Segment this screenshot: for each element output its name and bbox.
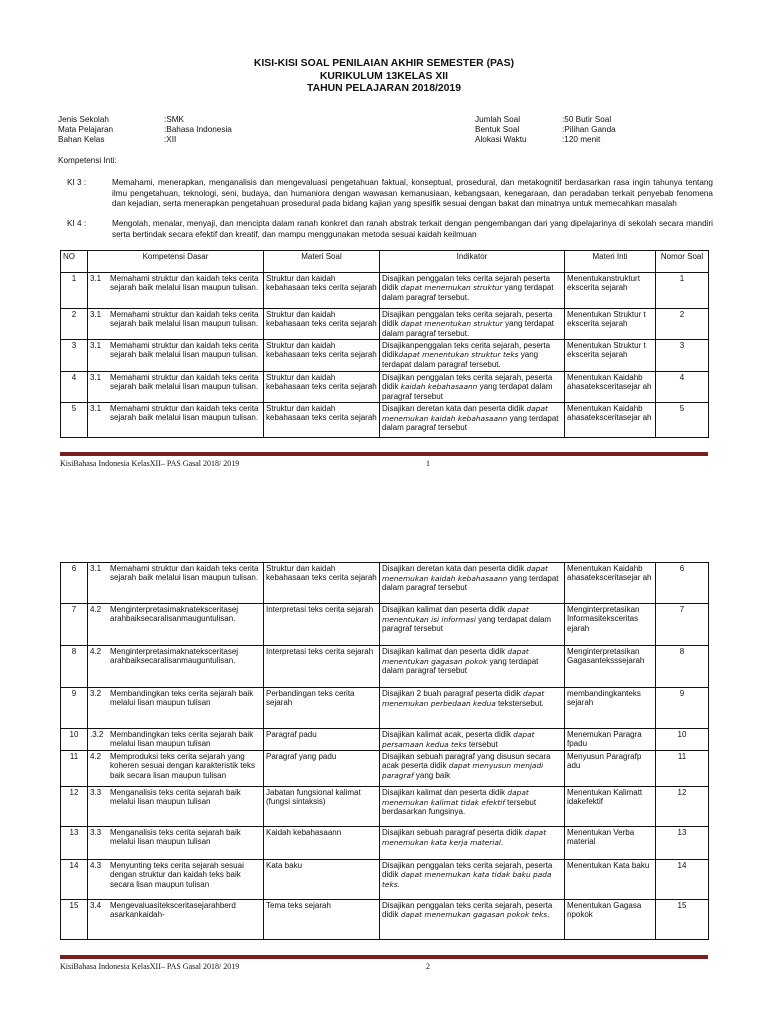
table-row — [61, 273, 709, 309]
cell-nomor-soal: 3 — [656, 340, 709, 372]
cell-kompetensi-dasar — [88, 403, 264, 438]
header-nomor-soal: Nomor Soal — [656, 251, 709, 273]
cell-materi-soal: Kata baku — [264, 860, 380, 900]
page-footer — [60, 962, 708, 971]
cell-nomor-soal: 5 — [656, 403, 709, 438]
kd-number: 3.1 — [90, 564, 102, 573]
info-value: :120 menit — [562, 134, 601, 144]
kd-text: Membandingkan teks cerita sejarah baik melalui lisan maupun tulisan — [110, 730, 254, 749]
title-line-3: TAHUN PELAJARAN 2018/2019 — [307, 83, 461, 95]
table-row — [61, 688, 709, 729]
kd-number: 3.2 — [90, 689, 102, 698]
cell-materi-inti: Menentukanstrukturt ekscerita sejarah — [565, 273, 656, 309]
ki-text: Memahami, menerapkan, menganalisis dan mengevaluasi pengetahuan faktual, konseptual, prosedural, dan metakognitif berdasarkan rasa ingin tahunya tentang ilmu pengetahuan, teknologi, seni, budaya, dan humaniora dengan wawasan kemanusiaan, kebangsaan, kenegaraan, dan peradaban terkait penyebab fenomena dan kejadian, serta menerapkan pengetahuan prosedural pada bidang kajian yang spesifik sesuai dengan bakat dan minatnya untuk memecahkan masalah — [112, 178, 713, 208]
ki-4 — [67, 219, 713, 240]
cell-materi-soal: Jabatan fungsional kalimat (fungsi sintaksis) — [264, 787, 380, 827]
kd-text: Mengevaluasiteksceritasejarahberd asarkankaidah- — [110, 901, 236, 920]
cell-nomor-soal: 1 — [656, 273, 709, 309]
table-row — [61, 787, 709, 827]
cell-kompetensi-dasar — [88, 900, 264, 940]
cell-nomor-soal: 14 — [656, 860, 709, 900]
cell-indikator: Disajikanpenggalan teks cerita sejarah, peserta didikdapat menentukan struktur teks yang terdapat dalam paragraf tersebut. — [380, 340, 565, 372]
table-row — [61, 604, 709, 646]
kd-number: 3.1 — [90, 310, 102, 319]
info-value: :50 Butir Soal — [562, 115, 612, 124]
cell-indikator: Disajikan kalimat dan peserta didik dapat menentukan gagasan pokok yang terdapat dalam paragraf tersebut — [380, 646, 565, 688]
cell-no: 4 — [61, 372, 88, 403]
cell-indikator: Disajikan sebuah paragraf yang disusun secara acak peserta didik dapat menyusun menjadi paragraf yang baik — [380, 751, 565, 787]
cell-kompetensi-dasar — [88, 309, 264, 340]
cell-materi-soal: Interpretasi teks cerita sejarah — [264, 604, 380, 646]
cell-nomor-soal: 7 — [656, 604, 709, 646]
kd-number: 3.1 — [90, 373, 102, 383]
table-row — [61, 563, 709, 604]
ki-3 — [67, 178, 713, 210]
cell-materi-inti: Menentukan Kaidahb ahasateksceritasejar ah — [565, 372, 656, 403]
cell-indikator: Disajikan sebuah paragraf peserta didik dapat menemukan kata kerja material. — [380, 827, 565, 860]
info-value: :Pilihan Ganda — [562, 124, 616, 134]
cell-nomor-soal: 10 — [656, 729, 709, 751]
cell-indikator: Disajikan penggalan teks cerita sejarah, peserta didik dapat menemukan gagasan pokok teks. — [380, 900, 565, 940]
cell-materi-soal: Paragraf yang padu — [264, 751, 380, 787]
document-title — [0, 58, 768, 96]
kd-number: 4.3 — [90, 861, 102, 871]
kd-number: 3.3 — [90, 828, 102, 838]
cell-materi-soal: Struktur dan kaidah kebahasaan teks cerita sejarah — [264, 309, 380, 340]
cell-kompetensi-dasar — [88, 787, 264, 827]
cell-kompetensi-dasar — [88, 340, 264, 372]
info-label: Bahan Kelas — [58, 134, 105, 144]
cell-kompetensi-dasar — [88, 273, 264, 309]
cell-no: 13 — [61, 827, 88, 860]
info-value: :Bahasa Indonesia — [164, 124, 232, 134]
exam-info — [475, 115, 616, 145]
ki-code: KI 3 : — [67, 178, 87, 187]
cell-materi-inti: Menentukan Verba material — [565, 827, 656, 860]
kd-text: Menginterpretasimaknateksceritasej arahbaiksecaralisanmauguntulisan. — [110, 647, 239, 666]
kd-text: Menganalisis teks cerita sejarah baik melalui lisan maupun tulisan — [110, 788, 241, 807]
info-label: Jumlah Soal — [475, 115, 521, 124]
cell-materi-soal: Struktur dan kaidah kebahasaan teks cerita sejarah — [264, 372, 380, 403]
footer-text: KisiBahasa Indonesia KelasXII– PAS Gasal 2018/ 2019 — [60, 459, 240, 468]
table-row — [61, 827, 709, 860]
cell-materi-inti: Menentukan Kalimatt idakefektif — [565, 787, 656, 827]
cell-kompetensi-dasar — [88, 827, 264, 860]
cell-no: 12 — [61, 787, 88, 827]
cell-nomor-soal: 8 — [656, 646, 709, 688]
ki-code: KI 4 : — [67, 219, 87, 228]
kd-text: Memproduksi teks cerita sejarah yang koheren sesuai dengan karakteristik teks baik secara lisan maupun tulisan — [110, 752, 255, 780]
cell-indikator: Disajikan deretan kata dan peserta didik dapat menemukan kaidah kebahasaann yang terdapat dalam paragraf tersebut — [380, 403, 565, 438]
kd-text: Memahami struktur dan kaidah teks cerita sejarah baik melalui lisan maupun tulisan. — [110, 404, 259, 423]
table-row — [61, 309, 709, 340]
table-row — [61, 860, 709, 900]
cell-materi-inti: Menginterpretasikan Gagasanteksssejarah — [565, 646, 656, 688]
kd-text: Memahami struktur dan kaidah teks cerita sejarah baik melalui lisan maupun tulisan. — [110, 310, 259, 329]
cell-nomor-soal: 9 — [656, 688, 709, 729]
kisi-table-page-1 — [60, 250, 709, 438]
table-row — [61, 900, 709, 940]
info-label: Bentuk Soal — [475, 124, 520, 134]
kd-number: 3.1 — [90, 274, 102, 283]
kd-text: Menginterpretasimaknateksceritasej arahbaiksecaralisanmauguntulisan. — [110, 605, 239, 624]
table-row — [61, 646, 709, 688]
cell-materi-inti: Menentukan Kata baku — [565, 860, 656, 900]
cell-nomor-soal: 11 — [656, 751, 709, 787]
kd-text: Memahami struktur dan kaidah teks cerita sejarah baik melalui lisan maupun tulisan. — [110, 564, 259, 583]
cell-kompetensi-dasar — [88, 604, 264, 646]
cell-kompetensi-dasar — [88, 751, 264, 787]
cell-indikator: Disajikan penggalan teks cerita sejarah, peserta didik dapat menentukan struktur yang terdapat dalam paragraf tersebut. — [380, 309, 565, 340]
kd-text: Menganalisis teks cerita sejarah baik melalui lisan maupun tulisan — [110, 828, 241, 847]
cell-indikator: Disajikan 2 buah paragraf peserta didik dapat menemukan perbedaan kedua tekstersebut. — [380, 688, 565, 729]
cell-nomor-soal: 15 — [656, 900, 709, 940]
kd-number: 4.2 — [90, 605, 102, 614]
cell-indikator: Disajikan kalimat acak, peserta didik dapat persamaan kedua teks tersebut — [380, 729, 565, 751]
cell-no: 10 — [61, 729, 88, 751]
cell-no: 1 — [61, 273, 88, 309]
info-value: :SMK — [164, 115, 185, 124]
info-value: :XII — [164, 134, 177, 144]
kompetensi-inti-title: Kompetensi Inti: — [58, 156, 117, 165]
cell-indikator: Disajikan kalimat dan peserta didik dapat menentukan isi informasi yang terdapat dalam paragraf tersebut — [380, 604, 565, 646]
kisi-table-page-2 — [60, 562, 709, 940]
cell-materi-soal: Paragraf padu — [264, 729, 380, 751]
cell-no: 5 — [61, 403, 88, 438]
cell-no: 9 — [61, 688, 88, 729]
cell-kompetensi-dasar — [88, 563, 264, 604]
cell-no: 15 — [61, 900, 88, 940]
kd-number: 3.3 — [90, 788, 102, 798]
cell-nomor-soal: 4 — [656, 372, 709, 403]
cell-materi-inti: membandingkanteks sejarah — [565, 688, 656, 729]
cell-materi-soal: Kaidah kebahasaann — [264, 827, 380, 860]
kd-number: 4.2 — [90, 647, 102, 656]
cell-indikator: Disajikan penggalan teks cerita sejarah, peserta didik kaidah kebahasaann yang terdapat dalam paragraf tersebut — [380, 372, 565, 403]
cell-indikator: Disajikan deretan kata dan peserta didik dapat menemukan kaidah kebahasaann yang terdapat dalam paragraf tersebut — [380, 563, 565, 604]
table-row — [61, 751, 709, 787]
kd-number: 4.2 — [90, 752, 102, 762]
kd-text: Memahami struktur dan kaidah teks cerita sejarah baik melalui lisan maupun tulisan. — [110, 274, 259, 293]
cell-materi-soal: Perbandingan teks cerita sejarah — [264, 688, 380, 729]
cell-no: 8 — [61, 646, 88, 688]
info-label: Alokasi Waktu — [475, 134, 527, 144]
title-line-1: KISI-KISI SOAL PENILAIAN AKHIR SEMESTER (PAS) — [253, 58, 515, 69]
footer-divider — [60, 452, 708, 456]
kd-number: 3.1 — [90, 341, 102, 351]
cell-materi-inti: Menentukan Kaidahb ahasateksceritasejar ah — [565, 403, 656, 438]
cell-no: 6 — [61, 563, 88, 604]
cell-kompetensi-dasar — [88, 729, 264, 751]
cell-materi-soal: Tema teks sejarah — [264, 900, 380, 940]
kd-text: Menyunting teks cerita sejarah sesuai dengan struktur dan kaidah teks baik secara lisan maupun tulisan — [110, 861, 244, 889]
page-number: 2 — [426, 962, 430, 971]
table-row — [61, 340, 709, 372]
cell-no: 3 — [61, 340, 88, 372]
cell-nomor-soal: 6 — [656, 563, 709, 604]
kd-text: Membandingkan teks cerita sejarah baik melalui lisan maupun tulisan — [110, 689, 254, 708]
cell-materi-soal: Struktur dan kaidah kebahasaan teks cerita sejarah — [264, 273, 380, 309]
cell-kompetensi-dasar — [88, 860, 264, 900]
header-no: NO — [61, 251, 88, 273]
ki-text: Mengolah, menalar, menyaji, dan mencipta dalam ranah konkret dan ranah abstrak terkait dengan pengembangan dari yang dipelajarinya di sekolah secara mandiri serta bertindak secara efektif dan kreatif, dan mampu menggunakan metoda sesuai kaidah keilmuan — [112, 219, 713, 239]
cell-no: 2 — [61, 309, 88, 340]
cell-materi-inti: Menentukan Struktur t ekscerita sejarah — [565, 340, 656, 372]
cell-materi-soal: Struktur dan kaidah kebahasaan teks cerita sejarah — [264, 340, 380, 372]
cell-nomor-soal: 12 — [656, 787, 709, 827]
cell-indikator: Disajikan kalimat dan peserta didik dapat menemukan kalimat tidak efektif tersebut berdasarkan fungsinya. — [380, 787, 565, 827]
cell-nomor-soal: 2 — [656, 309, 709, 340]
cell-indikator: Disajikan penggalan teks cerita sejarah, peserta didik dapat menemukan kata tidak baku pada teks. — [380, 860, 565, 900]
kd-number: 3.4 — [90, 901, 102, 911]
cell-materi-inti: Menemukan Paragra fpadu — [565, 729, 656, 751]
cell-no: 11 — [61, 751, 88, 787]
info-label: Jenis Sekolah — [58, 115, 109, 124]
cell-materi-soal: Interpretasi teks cerita sejarah — [264, 646, 380, 688]
cell-nomor-soal: 13 — [656, 827, 709, 860]
cell-materi-inti: Menentukan Gagasa npokok — [565, 900, 656, 940]
info-label: Mata Pelajaran — [58, 124, 114, 134]
title-line-2: KURIKULUM 13KELAS XII — [319, 70, 449, 82]
cell-kompetensi-dasar — [88, 372, 264, 403]
kd-number: .3.2 — [90, 730, 104, 739]
header-materi-inti: Materi Inti — [565, 251, 656, 273]
cell-materi-soal: Struktur dan kaidah kebahasaan teks cerita sejarah — [264, 563, 380, 604]
header-materi-soal: Materi Soal — [264, 251, 380, 273]
footer-text: KisiBahasa Indonesia KelasXII– PAS Gasal 2018/ 2019 — [60, 962, 240, 971]
kd-text: Memahami struktur dan kaidah teks cerita sejarah baik melalui lisan maupun tulisan. — [110, 373, 259, 392]
cell-kompetensi-dasar — [88, 646, 264, 688]
school-info — [58, 115, 232, 145]
table-row — [61, 372, 709, 403]
cell-materi-inti: Menentukan Kaidahb ahasateksceritasejar ah — [565, 563, 656, 604]
cell-no: 14 — [61, 860, 88, 900]
cell-indikator: Disajikan penggalan teks cerita sejarah peserta didik dapat menemukan struktur yang terdapat dalam paragraf tersebut. — [380, 273, 565, 309]
cell-no: 7 — [61, 604, 88, 646]
cell-kompetensi-dasar — [88, 688, 264, 729]
table-row — [61, 403, 709, 438]
table-row — [61, 729, 709, 751]
page-footer — [60, 459, 708, 468]
footer-divider — [60, 955, 708, 959]
header-indikator: Indikator — [380, 251, 565, 273]
kd-text: Memahami struktur dan kaidah teks cerita sejarah baik melalui lisan maupun tulisan. — [110, 341, 259, 360]
cell-materi-inti: Menginterpretasikan Informasiteksceritas ejarah — [565, 604, 656, 646]
cell-materi-soal: Struktur dan kaidah kebahasaan teks cerita sejarah — [264, 403, 380, 438]
kd-number: 3.1 — [90, 404, 102, 414]
page-number: 1 — [426, 459, 430, 468]
header-kompetensi-dasar: Kompetensi Dasar — [88, 251, 264, 273]
cell-materi-inti: Menentukan Struktur t ekscerita sejarah — [565, 309, 656, 340]
cell-materi-inti: Menyusun Paragrafp adu — [565, 751, 656, 787]
